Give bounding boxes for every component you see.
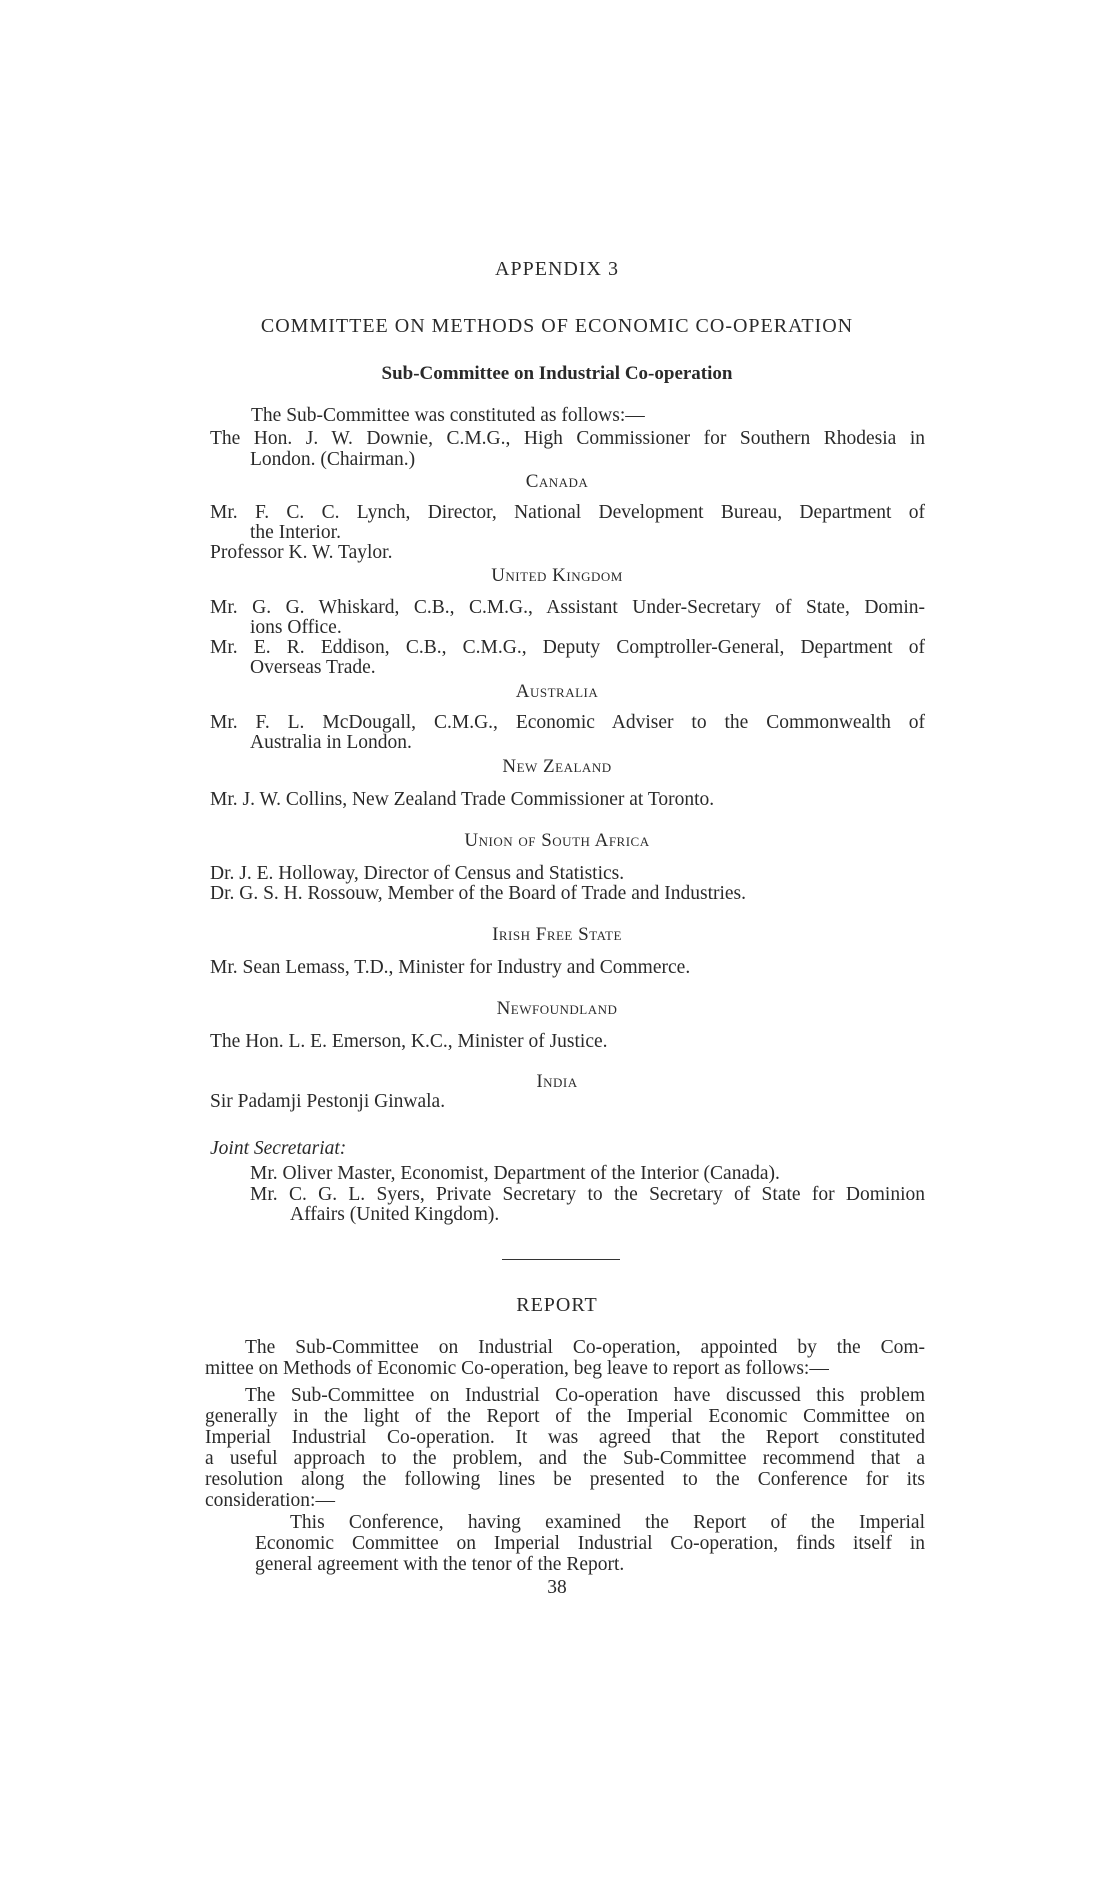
heading-canada: Canada [525, 471, 589, 492]
report-paragraph-2-line-3: Imperial Industrial Co-operation. It was agreed that the Report constituted [205, 1427, 925, 1448]
committee-title: COMMITTEE ON METHODS OF ECONOMIC CO-OPERATION [260, 315, 854, 337]
south-africa-member-1: Dr. J. E. Holloway, Director of Census and Statistics. [210, 863, 625, 884]
heading-newfoundland: Newfoundland [496, 998, 618, 1019]
india-member-1: Sir Padamji Pestonji Ginwala. [210, 1091, 446, 1112]
heading-australia: Australia [515, 681, 599, 702]
heading-united-kingdom: United Kingdom [491, 565, 623, 586]
canada-member-1-line-2: the Interior. [250, 522, 341, 543]
resolution-line-2: Economic Committee on Imperial Industrial Co-operation, finds itself in [255, 1533, 925, 1554]
page-number: 38 [547, 1577, 567, 1598]
chairman-line-2: London. (Chairman.) [250, 449, 416, 470]
report-paragraph-2-line-5: resolution along the following lines be presented to the Conference for its [205, 1469, 925, 1490]
report-title: REPORT [516, 1294, 598, 1316]
report-paragraph-2-line-6: consideration:— [205, 1490, 335, 1511]
uk-member-1-line-1: Mr. G. G. Whiskard, C.B., C.M.G., Assistant Under-Secretary of State, Domin- [210, 597, 925, 618]
secretariat-member-1: Mr. Oliver Master, Economist, Department of the Interior (Canada). [250, 1163, 780, 1184]
heading-irish-free-state: Irish Free State [492, 924, 622, 945]
australia-member-1-line-2: Australia in London. [250, 732, 412, 753]
uk-member-1-line-2: ions Office. [250, 617, 342, 638]
south-africa-member-2: Dr. G. S. H. Rossouw, Member of the Board of Trade and Industries. [210, 883, 747, 904]
report-paragraph-2-line-4: a useful approach to the problem, and the Sub-Committee recommend that a [205, 1448, 925, 1469]
irish-free-state-member-1: Mr. Sean Lemass, T.D., Minister for Industry and Commerce. [210, 957, 691, 978]
heading-india: India [536, 1071, 578, 1092]
uk-member-2-line-1: Mr. E. R. Eddison, C.B., C.M.G., Deputy Comptroller-General, Department of [210, 637, 925, 658]
resolution-line-1: This Conference, having examined the Report of the Imperial [290, 1512, 925, 1533]
report-paragraph-2-line-1: The Sub-Committee on Industrial Co-operation have discussed this problem [245, 1385, 925, 1406]
secretariat-member-2-line-2: Affairs (United Kingdom). [290, 1204, 500, 1225]
canada-member-1-line-1: Mr. F. C. C. Lynch, Director, National Development Bureau, Department of [210, 502, 925, 523]
report-paragraph-1-line-2: mittee on Methods of Economic Co-operation, beg leave to report as follows:— [205, 1358, 829, 1379]
report-paragraph-1-line-1: The Sub-Committee on Industrial Co-operation, appointed by the Com- [245, 1337, 925, 1358]
intro-text: The Sub-Committee was constituted as follows:— [251, 405, 645, 426]
secretariat-member-2-line-1: Mr. C. G. L. Syers, Private Secretary to the Secretary of State for Dominion [250, 1184, 925, 1205]
australia-member-1-line-1: Mr. F. L. McDougall, C.M.G., Economic Adviser to the Commonwealth of [210, 712, 925, 733]
joint-secretariat-label: Joint Secretariat: [210, 1138, 347, 1159]
appendix-title: APPENDIX 3 [495, 258, 619, 280]
section-divider [502, 1259, 620, 1260]
uk-member-2-line-2: Overseas Trade. [250, 657, 376, 678]
resolution-line-3: general agreement with the tenor of the Report. [255, 1554, 625, 1575]
new-zealand-member-1: Mr. J. W. Collins, New Zealand Trade Commissioner at Toronto. [210, 789, 715, 810]
report-paragraph-2-line-2: generally in the light of the Report of the Imperial Economic Committee on [205, 1406, 925, 1427]
subcommittee-title: Sub-Committee on Industrial Co-operation [381, 363, 733, 384]
canada-member-2: Professor K. W. Taylor. [210, 542, 393, 563]
chairman-line-1: The Hon. J. W. Downie, C.M.G., High Commissioner for Southern Rhodesia in [210, 428, 925, 449]
heading-union-of-south-africa: Union of South Africa [464, 830, 650, 851]
newfoundland-member-1: The Hon. L. E. Emerson, K.C., Minister of Justice. [210, 1031, 608, 1052]
heading-new-zealand: New Zealand [502, 756, 612, 777]
